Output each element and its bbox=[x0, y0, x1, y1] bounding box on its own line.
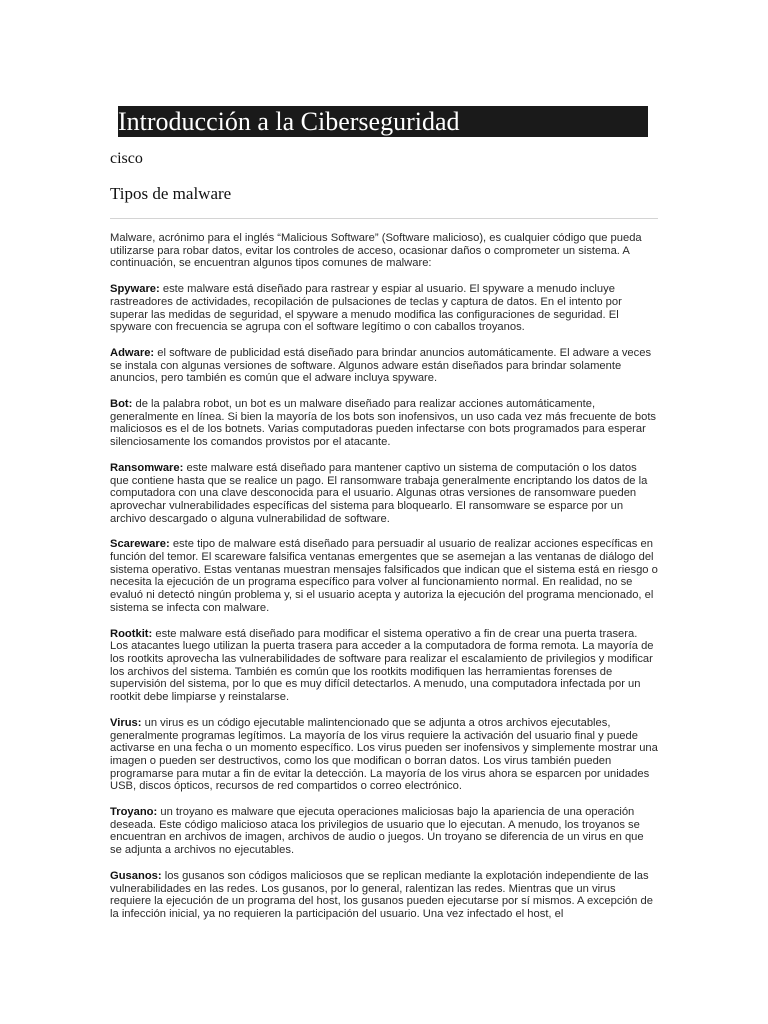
entry-term: Virus: bbox=[110, 716, 142, 729]
malware-entry-rootkit bbox=[110, 628, 658, 704]
divider bbox=[110, 218, 658, 219]
entry-text: de la palabra robot, un bot es un malware diseñado para realizar acciones automáticamente, generalmente en línea. Si bien la mayoría de los bots son inofensivos, un uso cada vez más frecuente de bots maliciosos es el de los botnets. Varias computadoras pueden infectarse con bots programados para esperar silenciosamente los comandos provistos por el atacante. bbox=[110, 398, 657, 449]
malware-entry-adware bbox=[110, 347, 658, 385]
entry-text: este malware está diseñado para modificar el sistema operativo a fin de crear una puerta trasera. Los atacantes luego utilizan la puerta trasera para acceder a la computadora de forma remota. La mayoría de los rootkits aprovecha las vulnerabilidades de software para realizar el escalamiento de privilegios y modificar los archivos del sistema. También es común que los rootkits modifiquen las herramientas forenses de supervisión del sistema, por lo que es muy difícil detectarlos. A menudo, una computadora infectada por un rootkit debe limpiarse y reinstalarse. bbox=[110, 627, 654, 704]
entry-term: Bot: bbox=[110, 398, 133, 411]
malware-entry-ransomware bbox=[110, 462, 658, 526]
section-title: Tipos de malware bbox=[110, 184, 232, 203]
entry-term: Spyware: bbox=[110, 283, 160, 296]
intro-paragraph: Malware, acrónimo para el inglés “Malicious Software” (Software malicioso), es cualquier código que pueda utilizarse para robar datos, evitar los controles de acceso, ocasionar daños o comprometer un sistema. A continuación, se encuentran algunos tipos comunes de malware: bbox=[110, 232, 642, 270]
entry-text: este malware está diseñado para rastrear y espiar al usuario. El spyware a menudo incluye rastreadores de actividades, recopilación de pulsaciones de teclas y captura de datos. En el intento por superar las medidas de seguridad, el spyware a menudo modifica las configuraciones de seguridad. El spyware con frecuencia se agrupa con el software legítimo o con caballos troyanos. bbox=[110, 283, 622, 334]
malware-entry-gusanos bbox=[110, 870, 658, 921]
entry-term: Ransomware: bbox=[110, 461, 184, 474]
entry-text: un troyano es malware que ejecuta operaciones maliciosas bajo la apariencia de una operación deseada. Este código malicioso ataca los privilegios de usuario que lo ejecutan. A menudo, los troyanos se encuentran en archivos de imagen, archivos de audio o juegos. Un troyano se diferencia de un virus en que se adjunta a archivos no ejecutables. bbox=[110, 806, 644, 857]
entry-text: este tipo de malware está diseñado para persuadir al usuario de realizar acciones específicas en función del temor. El scareware falsifica ventanas emergentes que se asemejan a las ventanas de diálogo del sistema operativo. Estas ventanas muestran mensajes falsificados que indican que el sistema está en riesgo o necesita la ejecución de un programa específico para volver al funcionamiento normal. En realidad, no se evaluó ni detectó ningún problema y, si el usuario acepta y autoriza la ejecución del programa mencionado, el sistema se infecta con malware. bbox=[110, 538, 658, 614]
entry-term: Scareware: bbox=[110, 538, 170, 551]
malware-entry-bot bbox=[110, 398, 658, 449]
entry-text: este malware está diseñado para mantener captivo un sistema de computación o los datos que contiene hasta que se realice un pago. El ransomware trabaja generalmente encriptando los datos de la computadora con una clave desconocida para el usuario. Algunas otras versiones de ransomware pueden aprovechar vulnerabilidades específicas del sistema para bloquearlo. El ransomware se esparce por un archivo descargado o alguna vulnerabilidad de software. bbox=[110, 461, 648, 525]
entry-term: Adware: bbox=[110, 346, 155, 359]
document-body bbox=[110, 232, 658, 934]
document-subtitle: cisco bbox=[110, 150, 143, 167]
malware-entry-spyware bbox=[110, 283, 658, 334]
page-title: Introducción a la Ciberseguridad bbox=[118, 106, 648, 137]
malware-entry-troyano bbox=[110, 806, 658, 857]
entry-text: el software de publicidad está diseñado para brindar anuncios automáticamente. El adware a veces se instala con algunas versiones de software. Algunos adware están diseñados para brindar solamente anuncios, pero también es común que el adware incluya spyware. bbox=[110, 346, 652, 385]
entry-term: Troyano: bbox=[110, 806, 158, 819]
entry-text: los gusanos son códigos maliciosos que se replican mediante la explotación independiente de las vulnerabilidades en las redes. Los gusanos, por lo general, ralentizan las redes. Mientras que un virus requiere la ejecución de un programa del host, los gusanos pueden ejecutarse por sí mismos. A excepción de la infección inicial, ya no requieren la participación del usuario. Una vez infectado el host, el bbox=[110, 869, 653, 920]
entry-text: un virus es un código ejecutable malintencionado que se adjunta a otros archivos ejecutables, generalmente programas legítimos. La mayoría de los virus requiere la activación del usuario final y puede activarse en una fecha o un momento específico. Los virus pueden ser inofensivos y simplemente mostrar una imagen o pueden ser destructivos, como los que modifican o borran datos. Los virus también pueden programarse para mutar a fin de evitar la detección. La mayoría de los virus ahora se esparcen por unidades USB, discos ópticos, recursos de red compartidos o correo electrónico. bbox=[110, 716, 658, 793]
malware-entry-virus bbox=[110, 717, 658, 793]
entry-term: Gusanos: bbox=[110, 869, 162, 882]
malware-entry-scareware bbox=[110, 538, 658, 614]
entry-term: Rootkit: bbox=[110, 627, 153, 640]
